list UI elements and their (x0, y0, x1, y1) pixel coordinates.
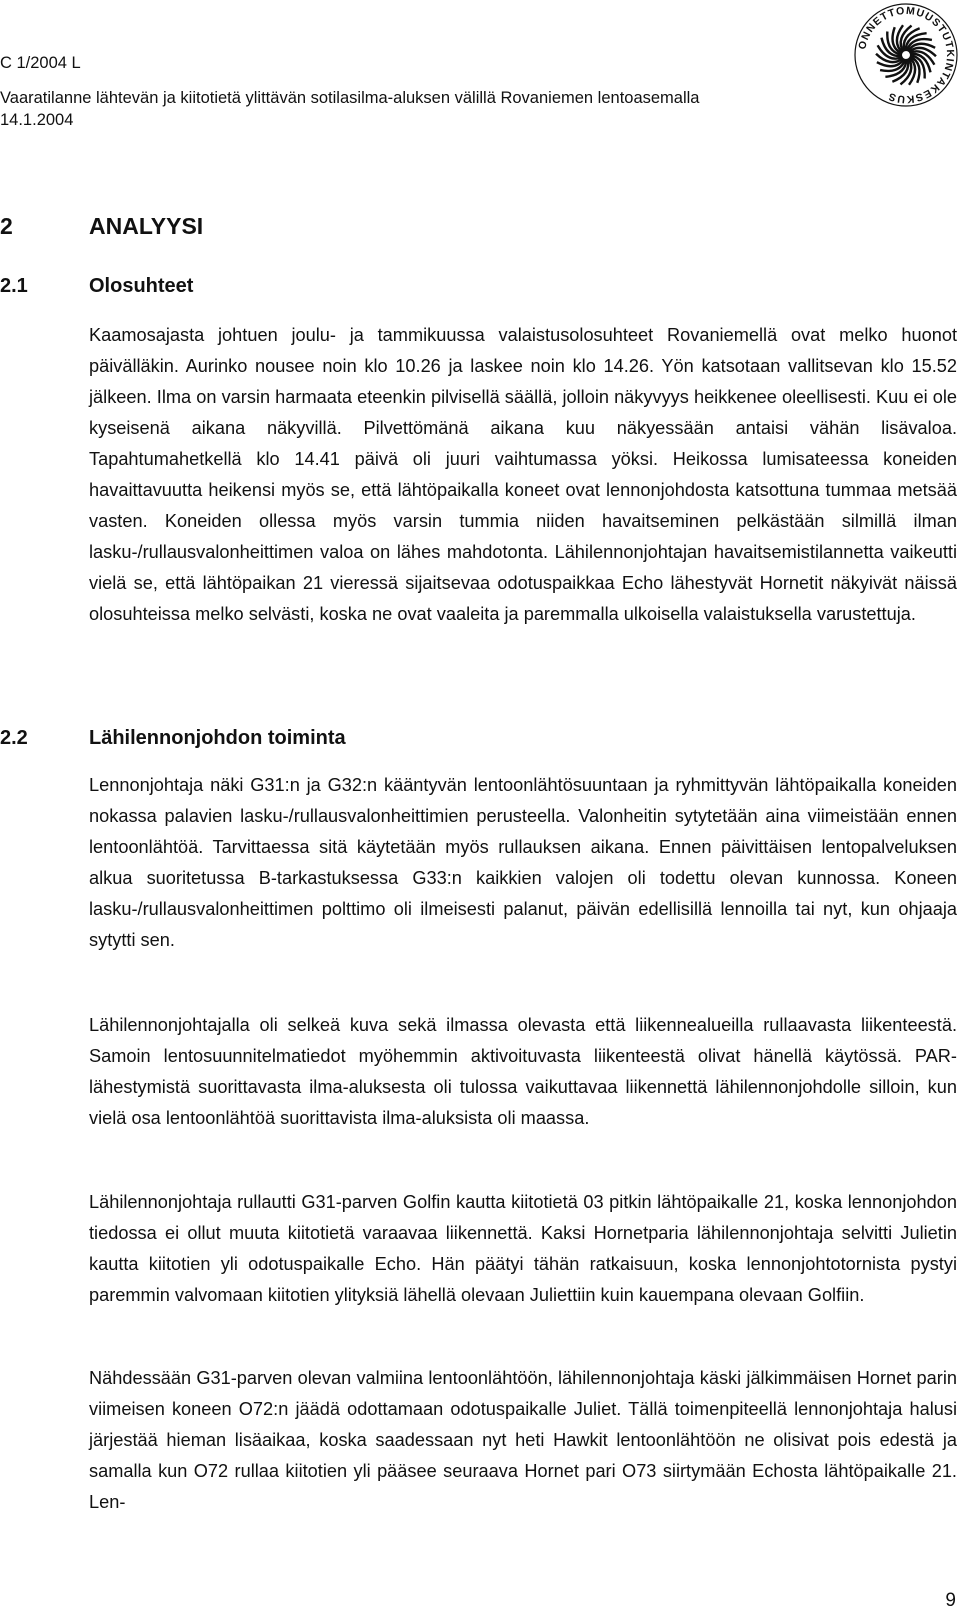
subsection-title: Olosuhteet (89, 275, 194, 297)
body-paragraph: Lähilennonjohtajalla oli selkeä kuva sekä ilmassa olevasta että liikennealueilla rullaavasta liikenteestä. Samoin lentosuunnitelmatiedot myöhemmin aktivoituvasta liikenteestä olivat hänellä käytössä. PAR-lähestymistä suorittavasta ilma-aluksesta oli tulossa vaikuttavaa liikennettä lähilennonjohdolle silloin, kun vielä osa lentoonlähtöä suorittavista ilma-aluksista oli maassa. (89, 1015, 957, 1128)
document-id: C 1/2004 L (0, 54, 81, 72)
subsection-number: 2.2 (0, 727, 28, 749)
accident-investigation-board-seal-icon (853, 2, 959, 108)
report-title: Vaaratilanne lähtevän ja kiitotietä ylittävän sotilasilma-aluksen välillä Rovaniemen lentoasemalla (0, 89, 700, 107)
page-header (0, 52, 820, 131)
body-paragraph: Lennonjohtaja näki G31:n ja G32:n kääntyvän lentoonlähtösuuntaan ja ryhmittyvän lähtöpaikalla koneiden nokassa palavien lasku-/rullausvalonheittimien perusteella. Valonheitin sytytetään aina viimeistään ennen lentoonlähtöä. Tarvittaessa sitä käytetään myös rullauksen aikana. Ennen päivittäisen lentopalveluksen alkua suoritetussa B-tarkastuksessa G33:n kaikkien valojen oli todettu olevan kunnossa. Koneen lasku-/rullausvalonheittimen polttimo oli ilmeisesti palanut, päivän edellisillä lennoilla tai nyt, kun ohjaaja sytytti sen. (89, 775, 957, 950)
page-number: 9 (945, 1590, 956, 1611)
seal-spiral (876, 25, 936, 85)
body-paragraph: Lähilennonjohtaja rullautti G31-parven Golfin kautta kiitotietä 03 pitkin lähtöpaikalle 21, koska lennonjohdon tiedossa ei ollut muuta kiitotietä varaavaa liikennettä. Kaksi Hornetparia lähilennonjohtaja selvitti Julietin kautta kiitotien yli odotuspaikalle Echo. Hän päätyi tähän ratkaisuun, koska lennonjohtotornista pystyi paremmin valvomaan kiitotien ylityksiä lähellä olevaan Juliettiin kuin kauempana olevaan Golfiin. (89, 1192, 957, 1305)
section-number: 2 (0, 213, 13, 239)
subsection-heading-lahilennonjohdon-toiminta (0, 727, 346, 750)
svg-text:ONNETTOMUUSTUTKINTAKESKUS (856, 5, 956, 105)
report-date: 14.1.2004 (0, 111, 74, 129)
body-paragraph: Nähdessään G31-parven olevan valmiina lentoonlähtöön, lähilennonjohtaja käski jälkimmäisen Hornet parin viimeisen koneen O72:n jäädä odottamaan odotuspaikalle Juliet. Tällä toimenpiteellä lennonjohtaja halusi järjestää hieman lisäaikaa, koska saadessaan nyt heti Hawkit lentoonlähtöön ne olisivat pois edestä ja samalla kun O72 rullaa kiitotien yli pääsee seuraava Hornet pari O73 siirtymään Echosta lähtöpaikalle 21. Len- (89, 1368, 957, 1512)
subsection-title: Lähilennonjohdon toiminta (89, 727, 346, 749)
seal-text: ONNETTOMUUSTUTKINTAKESKUS (856, 4, 957, 106)
section-title: ANALYYSI (89, 213, 204, 239)
section-heading (0, 213, 203, 240)
subsection-heading-olosuhteet (0, 275, 193, 298)
body-paragraph: Kaamosajasta johtuen joulu- ja tammikuussa valaistusolosuhteet Rovaniemellä ovat melko huonot päivälläkin. Aurinko nousee noin klo 10.26 ja laskee noin klo 14.26. Yön katsotaan vallitsevan klo 15.52 jälkeen. Ilma on varsin harmaata eteenkin pilvisellä säällä, jolloin näkyvyys heikkenee oleellisesti. Kuu ei ole kyseisenä aikana näkyvillä. Pilvettömänä aikana kuu näkyessään antaisi vähän lisävaloa. Tapahtumahetkellä klo 14.41 päivä oli juuri vaihtumassa yöksi. Heikossa lumisateessa koneiden havaittavuutta heikensi myös se, että lähtöpaikalla koneet ovat lennonjohdosta katsottuna tummaa metsää vasten. Koneiden ollessa myös varsin tummia niiden havaitseminen pelkästään silmillä ilman lasku-/rullausvalonheittimen valoa on lähes mahdotonta. Lähilennonjohtajan havaitsemistilannetta vaikeutti vielä se, että lähtöpaikan 21 vieressä sijaitsevaa odotuspaikkaa Echo lähestyvät Hornetit näkyivät näissä olosuhteissa melko selvästi, koska ne ovat vaaleita ja paremmalla ulkoisella valaistuksella varustettuja. (89, 325, 957, 624)
subsection-number: 2.1 (0, 275, 28, 297)
